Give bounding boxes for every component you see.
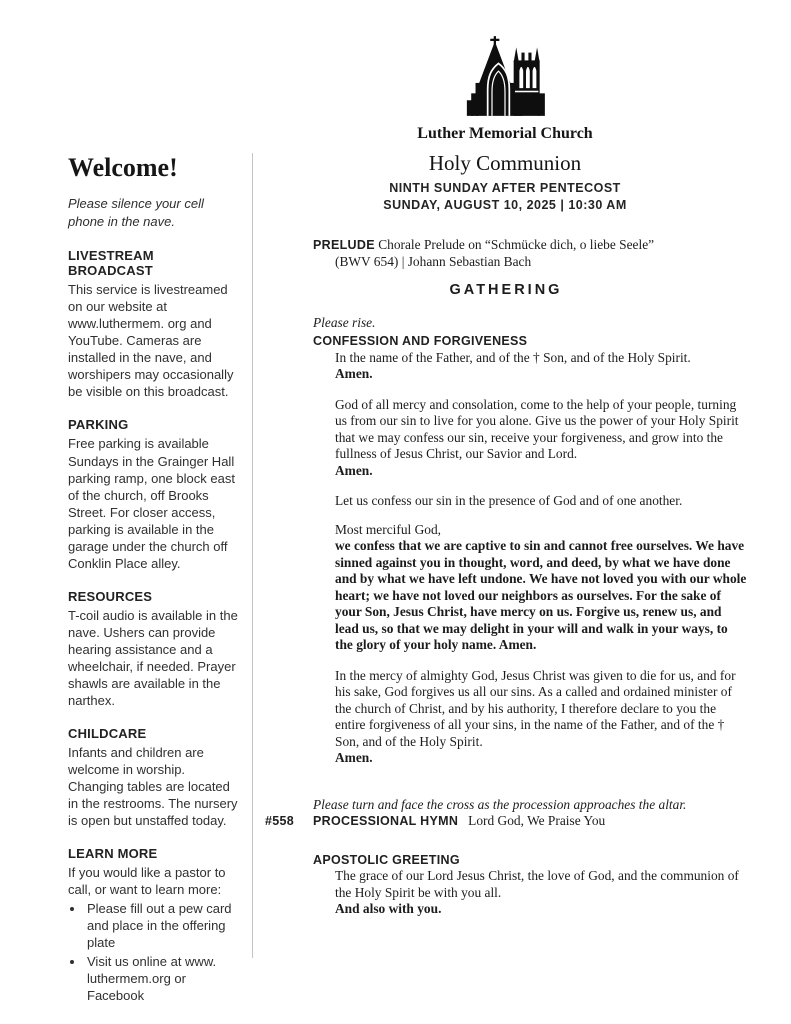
prelude-label: PRELUDE — [313, 238, 375, 252]
confession-prayer — [265, 522, 747, 654]
sidebar-section-parking — [68, 417, 242, 571]
rubric-face-cross: Please turn and face the cross as the procession approaches the altar. — [313, 796, 687, 812]
service-datetime: SUNDAY, AUGUST 10, 2025 | 10:30 AM — [383, 198, 627, 212]
sidebar-section-resources — [68, 589, 242, 709]
service-subtitle: NINTH SUNDAY AFTER PENTECOST — [389, 181, 621, 195]
learn-more-list — [68, 900, 242, 1004]
organization-name: Luther Memorial Church — [417, 125, 593, 142]
rubric-please-rise: Please rise. — [313, 314, 376, 330]
section-body: If you would like a pastor to call, or want to learn more: — [68, 864, 226, 897]
sidebar-section-childcare — [68, 726, 242, 829]
service-title: Holy Communion — [428, 151, 582, 175]
congregation-response: And also with you. — [335, 901, 442, 916]
prayer-lead: Most merciful God, — [335, 521, 441, 537]
section-heading: LEARN MORE — [68, 845, 158, 861]
congregation-response: Amen. — [335, 750, 373, 765]
processional-hymn-row — [265, 813, 747, 830]
apostolic-greeting-heading: APOSTOLIC GREETING — [313, 852, 460, 867]
prelude-block — [265, 237, 747, 270]
section-body: Infants and children are welcome in worship. Changing tables are located in the restrooms. The nursery is open but unstaffed today. — [68, 744, 238, 828]
section-body: This service is livestreamed on our website at www.luthermem. org and YouTube. Cameras are installed in the nave, and worshipers may occasionally be visible on this broadcast. — [68, 282, 234, 400]
sidebar-section-livestream — [68, 248, 242, 400]
congregation-prayer: we confess that we are captive to sin and cannot free ourselves. We have sinned against you in thought, word, and deed, by what we have done and by what we have left undone. We have not loved you with our whole heart; we have not loved our neighbors as ourselves. For the sake of your Son, Jesus Christ, have mercy on us. Forgive us, renew us, and lead us, so that we may delight in your will and walk in your ways, to the glory of your holy name. Amen. — [335, 538, 747, 652]
hymn-number: #558 — [265, 814, 295, 828]
section-body: T-coil audio is available in the nave. Ushers can provide hearing assistance and a wheelchair, if needed. Prayer shawls are available in the narthex. — [68, 607, 238, 708]
confession-heading: CONFESSION AND FORGIVENESS — [313, 334, 528, 348]
section-heading: PARKING — [68, 417, 129, 433]
section-heading: LIVESTREAM BROADCAST — [68, 248, 154, 279]
liturgy-line: Let us confess our sin in the presence of God and of one another. — [335, 493, 683, 508]
hymn-label: PROCESSIONAL HYMN — [313, 814, 459, 828]
section-heading: CHILDCARE — [68, 725, 147, 741]
church-silhouette-icon — [453, 36, 557, 121]
congregation-response: Amen. — [335, 366, 373, 381]
vertical-divider — [252, 153, 253, 958]
liturgy-line: In the name of the Father, and of the † Son, and of the Holy Spirit. — [335, 349, 691, 365]
sidebar-title: Welcome! — [68, 153, 178, 182]
section-body: Free parking is available Sundays in the Grainger Hall parking ramp, one block east of the church, off Brooks Street. For closer access, parking is available in the garage under the church off Conklin Place alley. — [68, 436, 235, 571]
gathering-heading: GATHERING — [449, 282, 563, 298]
absolution-paragraph: In the mercy of almighty God, Jesus Christ was given to die for us, and for his sake, God forgives us all our sins. As a called and ordained minister of the church of Christ, and by his authority, I therefore declare to you the entire forgiveness of all your sins, in the name of the Father, and of the † Son, and of the Holy Spirit. — [335, 667, 736, 749]
hymn-title: Lord God, We Praise You — [468, 813, 606, 828]
liturgy-line: The grace of our Lord Jesus Christ, the love of God, and the communion of the Holy Spirit be with you all. — [335, 868, 739, 900]
liturgy-column — [265, 237, 747, 918]
congregation-response: Amen. — [335, 462, 373, 478]
sidebar-section-learn-more — [68, 846, 242, 1004]
welcome-sidebar — [68, 153, 242, 1004]
cell-phone-notice: Please silence your cell phone in the nave. — [68, 196, 204, 230]
prelude-piece: Chorale Prelude on “Schmücke dich, o liebe Seele” — [378, 237, 655, 252]
section-heading: RESOURCES — [68, 588, 153, 604]
header — [255, 36, 755, 212]
prelude-composer: (BWV 654) | Johann Sebastian Bach — [335, 253, 532, 269]
list-item: • Please fill out a pew card and place in the offering plate — [85, 900, 242, 951]
liturgy-paragraph: God of all mercy and consolation, come to the help of your people, turning us from our sin to live for you alone. Give us the power of your Holy Spirit that we may confess our sin, receive your forgiveness, and grow into the fullness of Jesus Christ, our Savior and Lord. — [335, 396, 739, 461]
list-item: • Visit us online at www. luthermem.org or Facebook — [85, 953, 242, 1004]
